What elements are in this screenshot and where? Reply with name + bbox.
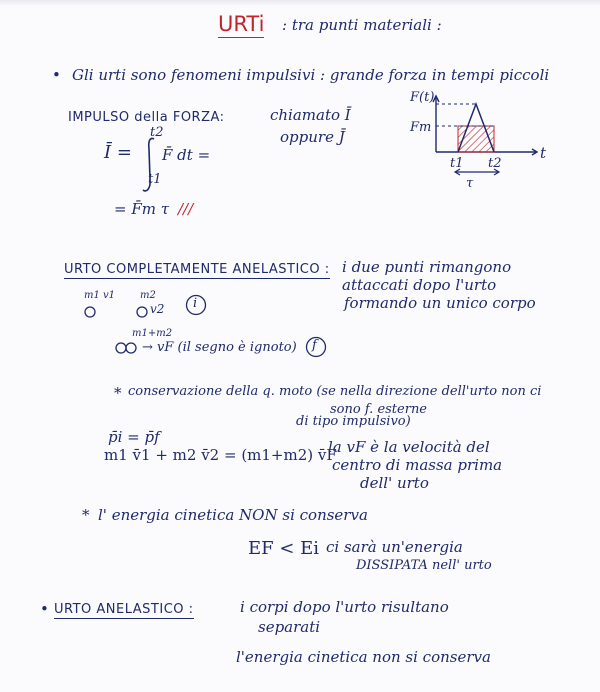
energy-line: l' energia cinetica NON si conserva — [98, 506, 368, 524]
vf-note-line1: la vF è la velocità del — [328, 438, 490, 456]
page-title: URTi — [218, 12, 265, 36]
graph-t1-label: t1 — [450, 156, 464, 171]
combined-mass-label: m1+m2 — [132, 328, 173, 339]
impulso-called-line2: oppure J̄ — [280, 128, 345, 146]
anelastico-desc-line3: l'energia cinetica non si conserva — [236, 648, 491, 666]
intro-bullet: • — [52, 66, 61, 84]
graph-fm-label: Fm — [410, 120, 432, 135]
circled-i-icon — [184, 292, 212, 320]
body1-label: m1 v1 — [84, 290, 116, 301]
integral-upper-limit: t2 — [150, 125, 164, 140]
completely-inelastic-desc-line3: formando un unico corpo — [344, 294, 536, 312]
body2-circle-icon — [134, 304, 150, 320]
momentum-equation: p̄i = p̄f — [108, 428, 160, 446]
vf-note-line2: centro di massa prima — [332, 456, 503, 474]
impulso-integrand: F̄ dt = — [162, 146, 211, 164]
conservation-line1: conservazione della q. moto (se nella direzione dell'urto non ci — [128, 384, 542, 399]
graph-y-label: F(t) — [410, 90, 435, 105]
graph-tau-label: τ — [466, 176, 474, 191]
body2-velocity-label: v2 — [150, 302, 165, 316]
anelastico-desc-line2: separati — [258, 618, 321, 636]
graph-t-label: t — [540, 144, 547, 162]
energy-note-line2: DISSIPATA nell' urto — [356, 558, 492, 573]
integral-lower-limit: t1 — [148, 172, 162, 187]
impulso-called-line1: chiamato Ī — [270, 106, 351, 124]
after-collision-text: → vF (il segno è ignoto) — [142, 340, 297, 355]
vf-note-line3: dell' urto — [360, 474, 429, 492]
anelastico-title-text: URTO ANELASTICO : — [54, 602, 194, 617]
section-completely-inelastic-title — [64, 262, 330, 277]
body1-circle-icon — [82, 304, 112, 320]
impulso-result: = F̄m τ — [114, 200, 170, 218]
completely-inelastic-desc-line1: i due punti rimangono — [342, 258, 512, 276]
intro-text: Gli urti sono fenomeni impulsivi : grande forza in tempi piccoli — [72, 66, 550, 84]
circled-f-icon — [304, 334, 332, 362]
energy-note-line1: ci sarà un'energia — [326, 538, 463, 556]
anelastico-bullet: • — [40, 600, 49, 618]
force-time-graph — [406, 90, 556, 200]
conservation-line2: sono f. esterne — [330, 402, 428, 417]
impulso-label: IMPULSO della FORZA: — [68, 110, 225, 125]
completely-inelastic-title-text: URTO COMPLETAMENTE ANELASTICO : — [64, 262, 330, 277]
anelastico-desc-line1: i corpi dopo l'urto risultano — [240, 598, 449, 616]
circled-f-letter: f — [312, 338, 317, 353]
energy-bullet: * — [82, 506, 90, 524]
momentum-full-equation: m1 v̄1 + m2 v̄2 = (m1+m2) v̄F — [104, 446, 337, 464]
circled-i-letter: i — [193, 296, 198, 311]
conservation-line3: di tipo impulsivo) — [296, 414, 411, 429]
impulso-marks: /// — [178, 200, 194, 218]
completely-inelastic-desc-line2: attaccati dopo l'urto — [342, 276, 497, 294]
conservation-bullet: * — [114, 384, 122, 402]
graph-t2-label: t2 — [488, 156, 502, 171]
energy-inequality: EF < Ei — [248, 538, 320, 559]
impulso-lhs: Ī = — [104, 142, 132, 163]
body2-mass-label: m2 — [140, 290, 156, 301]
anelastico-title — [54, 602, 194, 617]
page-subtitle: : tra punti materiali : — [282, 16, 442, 34]
